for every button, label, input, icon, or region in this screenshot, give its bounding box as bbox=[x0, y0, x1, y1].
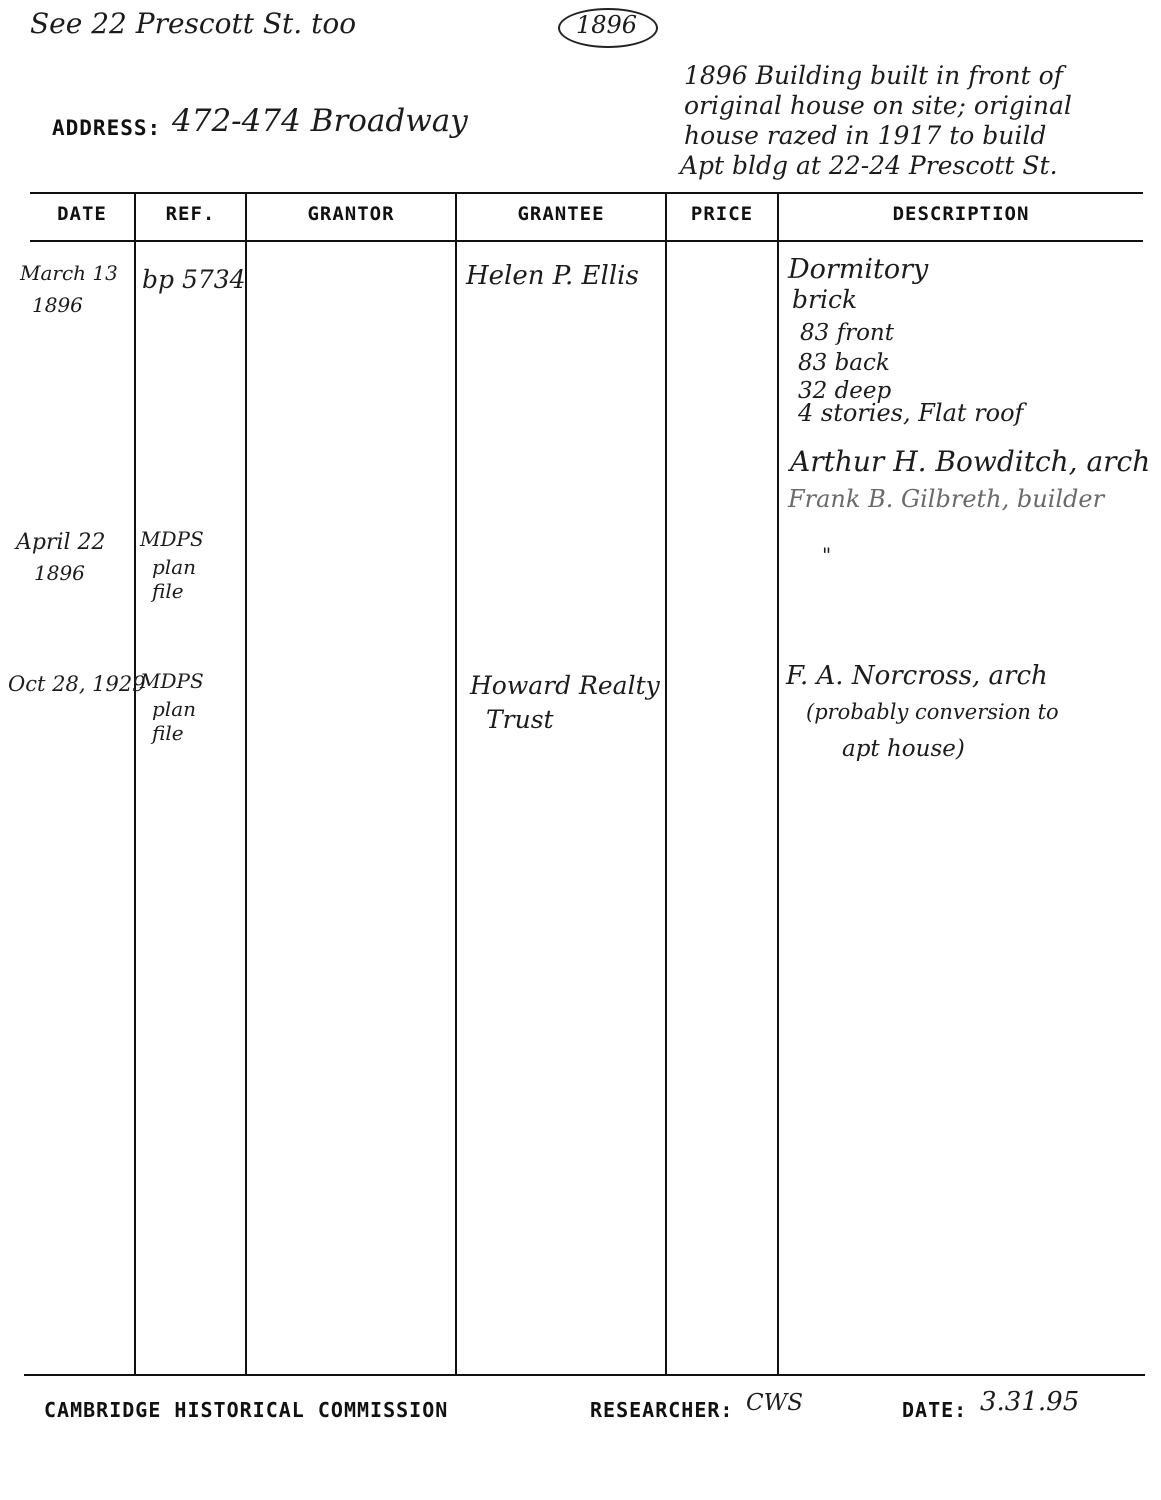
top-note: See 22 Prescott St. too bbox=[30, 7, 357, 40]
year-circled: 1896 bbox=[576, 11, 638, 39]
row-date: April 22 bbox=[16, 530, 106, 555]
side-note-line-3: house razed in 1917 to build bbox=[684, 121, 1047, 150]
footer-date-label: DATE: bbox=[902, 1398, 968, 1422]
row-date: March 13 bbox=[20, 261, 118, 285]
row-ref-1: MDPS bbox=[140, 527, 204, 551]
row-description-1: Dormitory bbox=[788, 254, 929, 285]
side-note-line-4: Apt bldg at 22-24 Prescott St. bbox=[680, 151, 1058, 180]
row-ref-2: plan bbox=[152, 555, 197, 579]
row-date-year: 1896 bbox=[32, 293, 83, 317]
row-description-7: Arthur H. Bowditch, arch bbox=[790, 445, 1151, 478]
row-ref: bp 5734 bbox=[142, 265, 246, 294]
address-value: 472-474 Broadway bbox=[172, 103, 468, 139]
row-description-2: brick bbox=[792, 285, 858, 314]
row-description-8: Frank B. Gilbreth, builder bbox=[788, 485, 1105, 513]
column-divider-5 bbox=[777, 192, 779, 1374]
column-divider-1 bbox=[134, 192, 136, 1374]
row-grantee: Helen P. Ellis bbox=[466, 261, 639, 291]
column-header-date: DATE bbox=[57, 203, 107, 225]
row-ref-1: MDPS bbox=[140, 669, 204, 693]
table-bottom-rule bbox=[24, 1374, 1145, 1376]
column-divider-3 bbox=[455, 192, 457, 1374]
table-top-rule bbox=[30, 192, 1143, 194]
row-date: Oct 28, 1929 bbox=[8, 672, 146, 696]
column-header-grantor: GRANTOR bbox=[307, 203, 395, 225]
row-description-3: apt house) bbox=[842, 736, 965, 762]
column-divider-4 bbox=[665, 192, 667, 1374]
row-description-1: " bbox=[822, 543, 832, 567]
header-bottom-rule bbox=[30, 240, 1143, 242]
column-header-price: PRICE bbox=[690, 203, 754, 225]
row-description-3: 83 front bbox=[800, 320, 894, 346]
row-description-4: 83 back bbox=[798, 350, 890, 376]
row-ref-3: file bbox=[152, 721, 184, 745]
row-description-2: (probably conversion to bbox=[806, 700, 1059, 724]
row-ref-3: file bbox=[152, 579, 184, 603]
row-grantee-1: Howard Realty bbox=[470, 671, 660, 700]
column-header-grantee: GRANTEE bbox=[517, 203, 605, 225]
row-date-year: 1896 bbox=[34, 561, 85, 585]
footer-researcher-value: CWS bbox=[746, 1390, 803, 1416]
side-note-line-1: 1896 Building built in front of bbox=[684, 61, 1063, 90]
footer-date-value: 3.31.95 bbox=[980, 1387, 1080, 1417]
row-description-6: 4 stories, Flat roof bbox=[798, 399, 1024, 427]
row-grantee-2: Trust bbox=[486, 705, 554, 734]
row-description-5: 32 deep bbox=[798, 378, 892, 404]
row-ref-2: plan bbox=[152, 697, 197, 721]
column-header-description: DESCRIPTION bbox=[892, 203, 1030, 225]
side-note-line-2: original house on site; original bbox=[684, 91, 1072, 120]
row-description-1: F. A. Norcross, arch bbox=[786, 661, 1048, 691]
footer-researcher-label: RESEARCHER: bbox=[590, 1398, 734, 1422]
footer-org: CAMBRIDGE HISTORICAL COMMISSION bbox=[44, 1398, 449, 1422]
address-label: ADDRESS: bbox=[52, 116, 162, 140]
column-divider-2 bbox=[245, 192, 247, 1374]
column-header-ref: REF. bbox=[165, 203, 216, 225]
